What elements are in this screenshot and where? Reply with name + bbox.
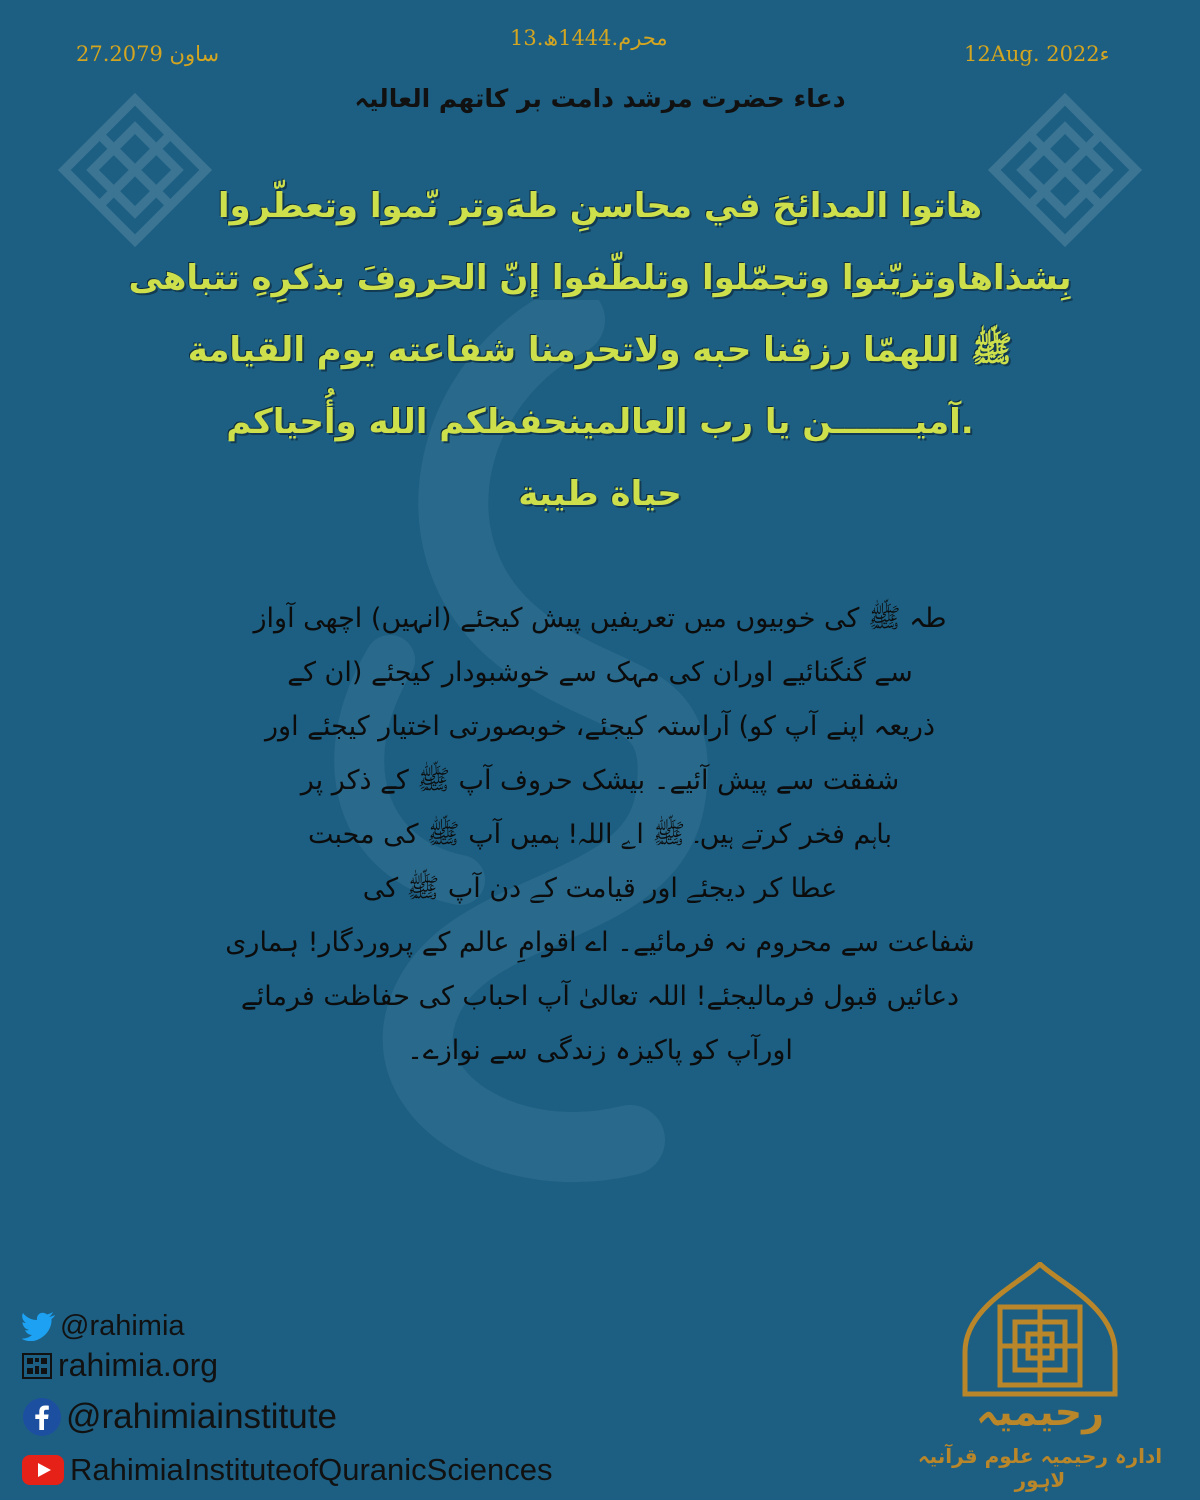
arabic-line: حياة طيبة [518,474,682,514]
arabic-line: ﷺ اللهمّا رزقنا حبه ولاتحرمنا شفاعته يوم القيامة [187,330,1013,370]
gregorian-date: 12Aug. 2022ء [964,42,1110,66]
urdu-line: طہ ﷺ کی خوبیوں میں تعریفیں پیش کیجئے (انہیں) اچھی آواز [253,603,947,634]
urdu-line: دعائیں قبول فرمالیجئے! اللہ تعالیٰ آپ احباب کی حفاظت فرمائے [240,981,960,1012]
urdu-line: سے گنگنائیے اوران کی مہک سے خوشبودار کیجئے (ان کے [287,657,913,688]
youtube-channel: RahimiaInstituteofQuranicSciences [70,1452,553,1487]
institute-logo [890,1262,1190,1492]
urdu-line: شفاعت سے محروم نہ فرمائیے۔ اے اقوامِ عالم کے پروردگار! ہماری [225,927,975,958]
facebook-handle: @rahimiainstitute [66,1397,337,1436]
dua-heading: دعاء حضرت مرشد دامت بر کاتهم العالیہ [354,84,846,113]
urdu-line: اورآپ کو پاکیزہ زندگی سے نوازے۔ [407,1035,793,1066]
website-url: rahimia.org [58,1347,219,1383]
urdu-line: باہم فخر کرتے ہیں۔ ﷺ اے اللہ! ہمیں آپ ﷺ کی محبت [307,819,893,850]
urdu-line: ذریعہ اپنے آپ کو) آراستہ کیجئے، خوبصورتی اختیار کیجئے اور [265,711,935,742]
bikrami-date: 27.ساون 2079 [76,42,220,66]
arabic-dua-block [80,176,1120,524]
dome-emblem-icon [890,1262,1190,1397]
arabic-line: هاتوا المدائحَ في محاسنِ طهَ‌وتر نّموا وتعطّروا [217,186,983,226]
facebook-icon [22,1397,62,1437]
hijri-date: 13.محرم.1444ھ [510,26,668,50]
youtube-icon [22,1455,64,1485]
urdu-translation-block [160,592,1040,1078]
web-icon [22,1353,52,1379]
logo-subtitle: ادارہ رحیمیہ علوم قرآنیہ لاہور [917,1444,1163,1492]
twitter-handle: @rahimia [60,1310,185,1342]
urdu-line: عطا کر دیجئے اور قیامت کے دن آپ ﷺ کی [362,873,838,904]
arabic-line: بِشذاهاوتزيّنوا وتجمّلوا وتلطّفوا إنّ الحروفَ بذكرِهِ تتباهى [128,258,1072,298]
urdu-line: شفقت سے پیش آئیے۔ بیشک حروف آپ ﷺ کے ذکر پر [300,765,900,796]
logo-name: رحیمیہ [975,1390,1105,1434]
arabic-line: .آميـــــــن يا رب العالمينحفظكم الله وأُحياكم [226,402,974,442]
twitter-bird-icon [22,1311,56,1341]
